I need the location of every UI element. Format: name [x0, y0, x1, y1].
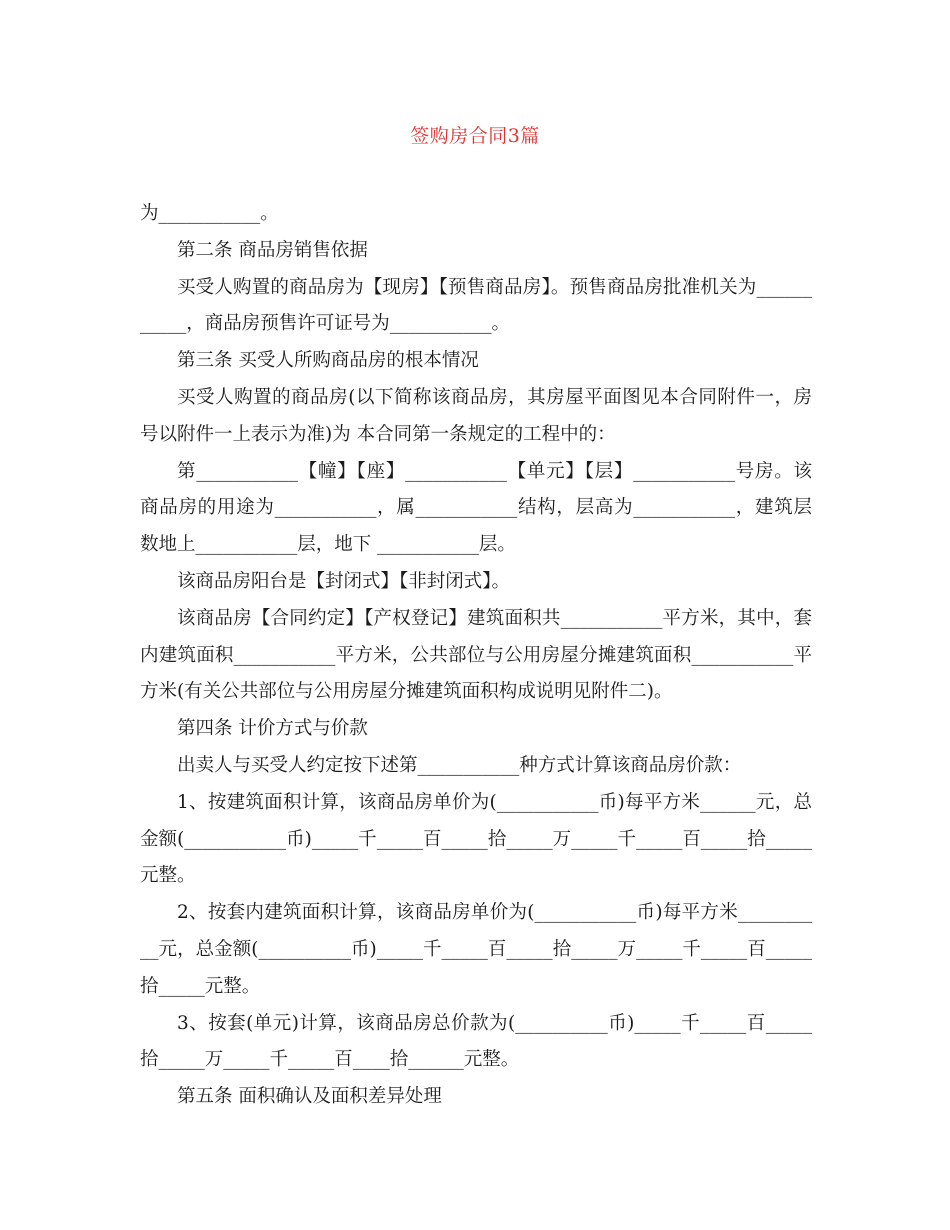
heading-article-5: 第五条 面积确认及面积差异处理	[177, 1086, 442, 1108]
paragraph-pricing-option-3: 3、按套(单元)计算，该商品房总价款为(__________币)_____千_____百_____拾_____万_____千_____百____拾______元整。	[140, 1012, 812, 1071]
paragraph-property-location: 第___________【幢】【座】___________【单元】【层】___________号房。该商品房的用途为___________，属___________结构，层高为___________，建筑层数地上___________层，地下 ___________层。	[140, 460, 812, 556]
heading-article-2: 第二条 商品房销售依据	[177, 239, 368, 261]
paragraph-pricing-method: 出卖人与买受人约定按下述第___________种方式计算该商品房价款：	[177, 754, 742, 776]
heading-article-3: 第三条 买受人所购商品房的根本情况	[177, 350, 479, 372]
document-title: 签购房合同3篇	[410, 125, 540, 147]
paragraph-pricing-option-2: 2、按套内建筑面积计算，该商品房单价为(___________币)每平方米__________元，总金额(__________币)_____千_____百_____拾_____万_____千_____百_____拾_____元整。	[140, 902, 812, 997]
paragraph-sale-basis: 买受人购置的商品房为【现房】【预售商品房】。预售商品房批准机关为___________，商品房预售许可证号为___________。	[140, 276, 812, 335]
paragraph-balcony: 该商品房阳台是【封闭式】【非封闭式】。	[177, 570, 511, 592]
paragraph-floor-area: 该商品房【合同约定】【产权登记】建筑面积共___________平方米，其中，套内建筑面积___________平方米，公共部位与公用房屋分摊建筑面积___________平方米(有关公共部位与公用房屋分摊建筑面积构成说明见附件二)。	[140, 607, 812, 703]
paragraph-property-intro: 买受人购置的商品房(以下简称该商品房，其房屋平面图见本合同附件一，房号以附件一上表示为准)为 本合同第一条规定的工程中的：	[140, 386, 812, 445]
heading-article-4: 第四条 计价方式与价款	[177, 718, 368, 740]
paragraph-pricing-option-1: 1、按建筑面积计算，该商品房单价为(___________币)每平方米______元，总金额(___________币)_____千_____百_____拾_____万_____千_____百_____拾_____元整。	[140, 791, 812, 887]
document-body	[140, 196, 812, 1116]
paragraph-continuation: 为___________。	[140, 203, 279, 224]
